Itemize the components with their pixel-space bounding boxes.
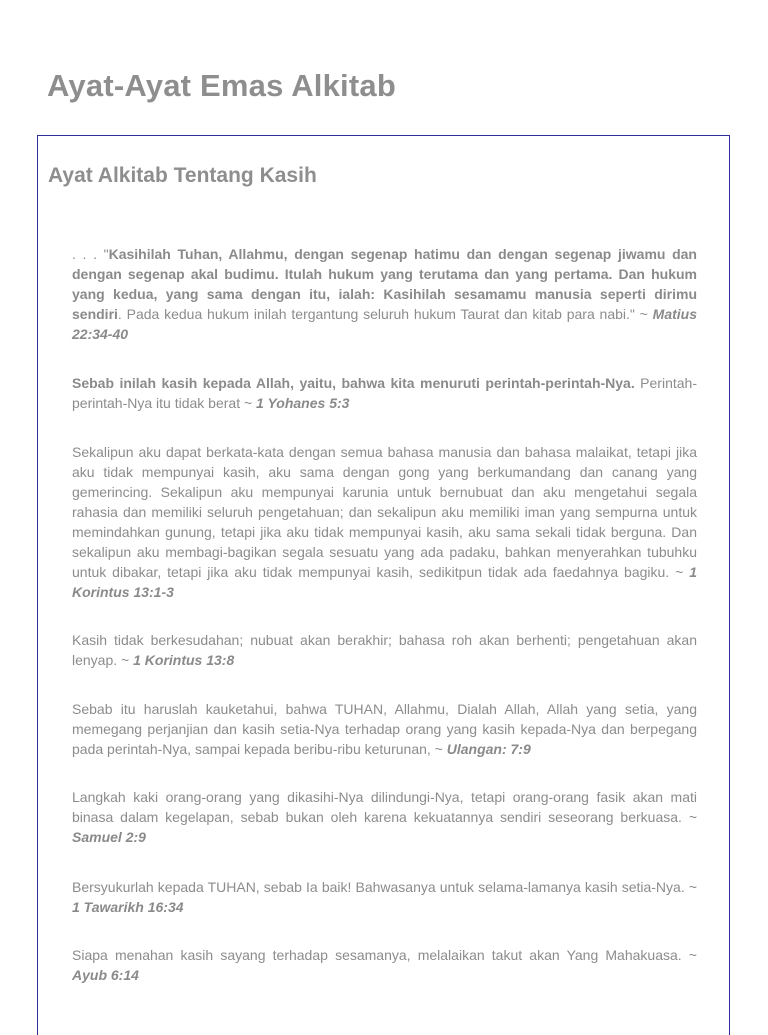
- verse-text: Perintah-perintah-Nya itu tidak berat ~: [72, 375, 697, 411]
- verse-text: Bersyukurlah kepada TUHAN, sebab Ia baik! Bahwasanya untuk selama-lamanya kasih setia-Nya. ~: [72, 879, 697, 895]
- verse-paragraph: [72, 630, 697, 670]
- verse-text: Langkah kaki orang-orang yang dikasihi-Nya dilindungi-Nya, tetapi orang-orang fasik akan mati binasa dalam kegelapan, sebab bukan oleh karena kekuatannya sendiri seseorang berkuasa. ~: [72, 789, 697, 825]
- verse-paragraph: [72, 945, 697, 985]
- verse-reference: Ayub 6:14: [72, 967, 139, 983]
- verse-text: Kasih tidak berkesudahan; nubuat akan berakhir; bahasa roh akan berhenti; pengetahuan akan lenyap. ~: [72, 632, 697, 668]
- verse-paragraph: [72, 787, 697, 847]
- verse-reference: Ulangan: 7:9: [446, 741, 531, 757]
- verse-bold-text: Sebab inilah kasih kepada Allah, yaitu, bahwa kita menuruti perintah-perintah-Nya.: [72, 375, 635, 391]
- verse-reference: Matius 22:34-40: [72, 306, 697, 342]
- verse-prefix: . . . ": [72, 246, 109, 262]
- verse-text: Siapa menahan kasih sayang terhadap sesamanya, melalaikan takut akan Yang Mahakuasa. ~: [72, 947, 697, 963]
- verse-reference: 1 Korintus 13:8: [133, 652, 235, 668]
- verse-paragraph: [72, 373, 697, 413]
- verse-reference: 1 Tawarikh 16:34: [72, 899, 184, 915]
- verse-paragraph: [72, 244, 697, 344]
- verse-text: Sekalipun aku dapat berkata-kata dengan semua bahasa manusia dan bahasa malaikat, tetapi jika aku tidak mempunyai kasih, aku sama dengan gong yang berkumandang dan canang yang gemerincing. Sekalipun aku mempunyai karunia untuk bernubuat dan aku mengetahui segala rahasia dan memiliki seluruh pengetahuan; dan sekalipun aku memiliki iman yang sempurna untuk memindahkan gunung, tetapi jika aku tidak mempunyai kasih, aku sama sekali tidak berguna. Dan sekalipun aku membagi-bagikan segala sesuatu yang ada padaku, bahkan menyerahkan tubuhku untuk dibakar, tetapi jika aku tidak mempunyai kasih, sedikitpun tidak ada faedahnya bagiku. ~: [72, 444, 697, 580]
- content-box: [37, 135, 730, 1035]
- verse-reference: 1 Yohanes 5:3: [256, 395, 350, 411]
- page-title: Ayat-Ayat Emas Alkitab: [47, 68, 396, 103]
- verse-reference: Samuel 2:9: [72, 829, 146, 845]
- section-title: Ayat Alkitab Tentang Kasih: [48, 164, 317, 187]
- verse-paragraph: [72, 442, 697, 602]
- verse-reference: 1 Korintus 13:1-3: [72, 564, 697, 600]
- verse-text: . Pada kedua hukum inilah tergantung seluruh hukum Taurat dan kitab para nabi." ~: [117, 306, 653, 322]
- verse-paragraph: [72, 699, 697, 759]
- verse-bold-text: Kasihilah Tuhan, Allahmu, dengan segenap hatimu dan dengan segenap jiwamu dan dengan segenap akal budimu. Itulah hukum yang terutama dan yang pertama. Dan hukum yang kedua, yang sama dengan itu, ialah: Kasihilah sesamamu manusia seperti dirimu sendiri: [72, 246, 697, 322]
- verse-text: Sebab itu haruslah kauketahui, bahwa TUHAN, Allahmu, Dialah Allah, Allah yang setia, yang memegang perjanjian dan kasih setia-Nya terhadap orang yang kasih kepada-Nya dan berpegang pada perintah-Nya, sampai kepada beribu-ribu keturunan, ~: [72, 701, 697, 757]
- verse-paragraph: [72, 877, 697, 917]
